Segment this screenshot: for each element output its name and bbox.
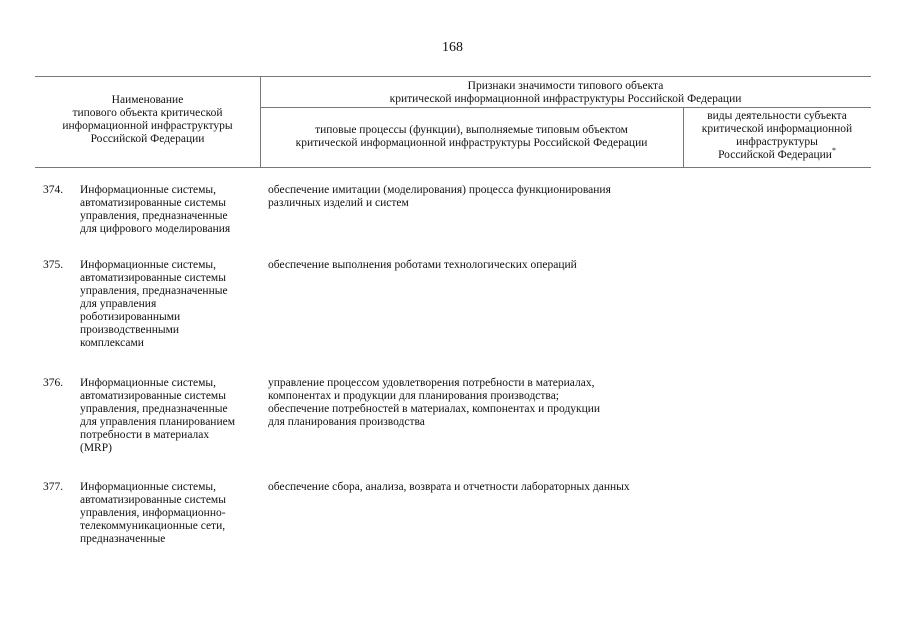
table-top-rule: [35, 76, 871, 77]
header-group-title: Признаки значимости типового объекта критической информационной инфраструктуры Российской Федерации: [389, 80, 742, 105]
object-name: Информационные системы, автоматизированные системы управления, предназначенные для управления роботизированными производственными комплексами: [80, 259, 228, 349]
object-processes: обеспечение имитации (моделирования) процесса функционирования различных изделий и систем: [268, 184, 611, 209]
row-number: 376.: [43, 377, 64, 389]
row-number: 377.: [43, 481, 64, 493]
object-name: Информационные системы, автоматизированные системы управления, предназначенные для цифрового моделирования: [80, 184, 231, 235]
object-processes: управление процессом удовлетворения потребности в материалах, компонентах и продукции для планирования производства; обеспечение потребностей в материалах, компонентах и продукции для планирования производства: [268, 377, 601, 428]
page-number: 168: [442, 40, 463, 55]
row-number: 375.: [43, 259, 64, 271]
header-col-activities: [683, 110, 871, 162]
object-name: Информационные системы, автоматизированные системы управления, информационно- телекоммуникационные сети, предназначенные: [80, 481, 226, 545]
object-processes: обеспечение выполнения роботами технологических операций: [268, 259, 577, 271]
header-col-name: Наименование типового объекта критической информационной инфраструктуры Российской Федерации: [62, 94, 233, 145]
header-group-rule: [260, 107, 871, 108]
header-col-activities-text: виды деятельности субъекта критической информационной инфраструктуры Российской Федерации: [701, 110, 853, 161]
header-bottom-rule: [35, 167, 871, 168]
footnote-mark: *: [831, 146, 836, 156]
header-col-processes: типовые процессы (функции), выполняемые типовым объектом критической информационной инфраструктуры Российской Федерации: [295, 124, 648, 149]
object-processes: обеспечение сбора, анализа, возврата и отчетности лабораторных данных: [268, 481, 630, 493]
object-name: Информационные системы, автоматизированные системы управления, предназначенные для управления планированием потребности в материалах (MRP): [80, 377, 235, 454]
row-number: 374.: [43, 184, 64, 196]
